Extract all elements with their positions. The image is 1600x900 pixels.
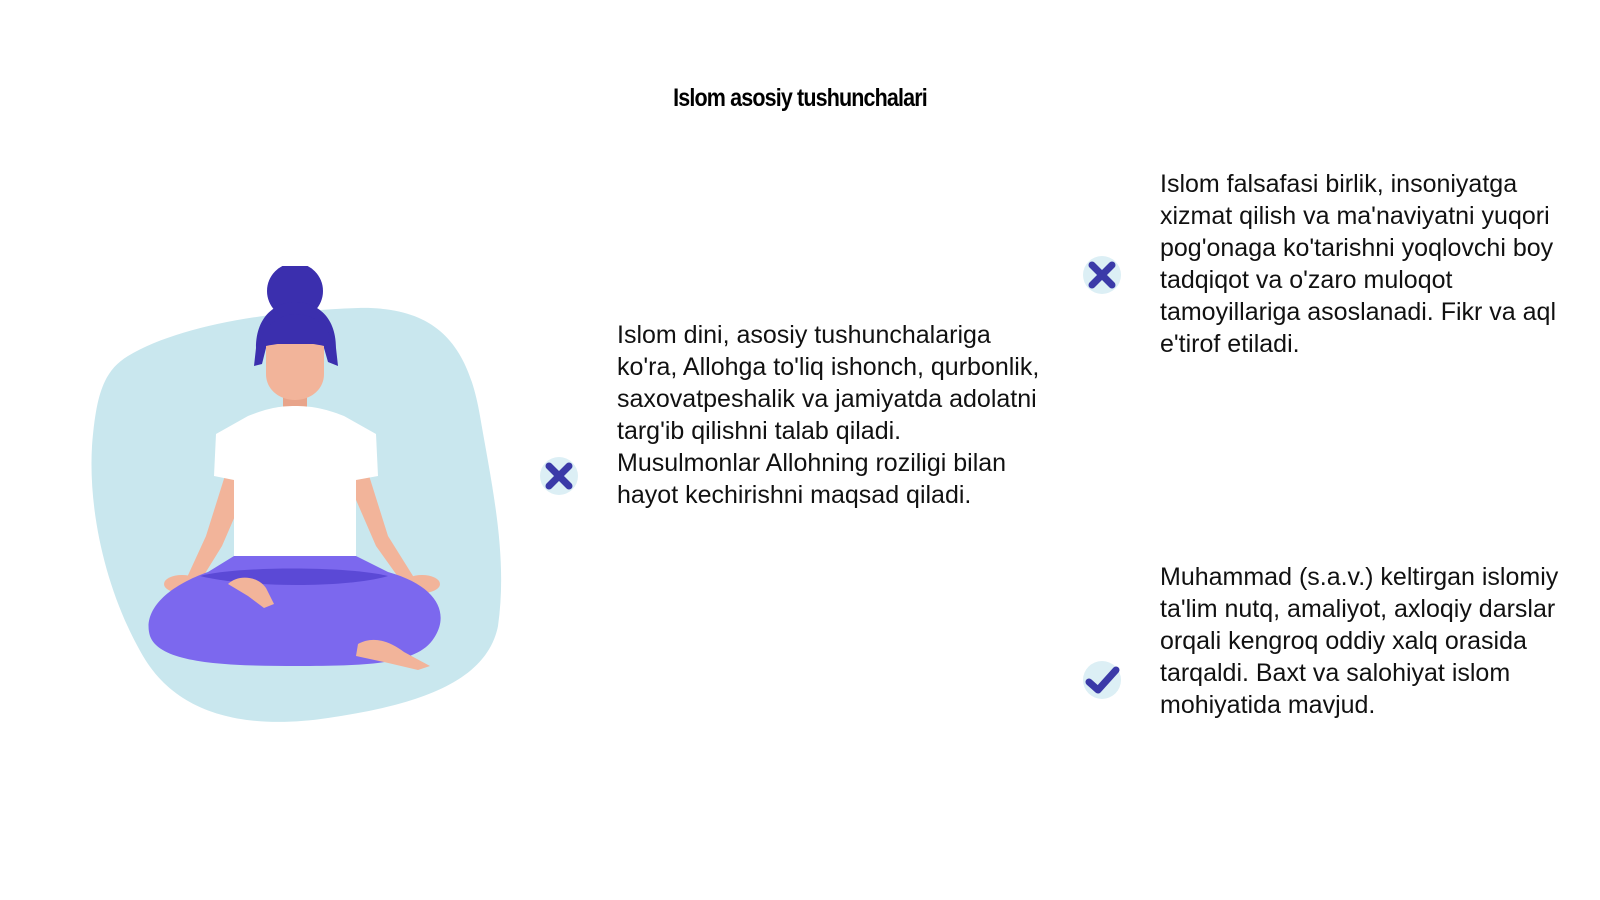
point-text-2: Islom falsafasi birlik, insoniyatga xizmat qilish va ma'naviyatni yuqori pog'onaga ko'tarishni yoqlovchi boy tadqiqot va o'zaro muloqot tamoyillariga asoslanadi. Fikr va aql e'tirof etiladi.: [1160, 170, 1557, 358]
cross-icon: [535, 452, 583, 500]
point-text-1: Islom dini, asosiy tushunchalariga ko'ra, Allohga to'liq ishonch, qurbonlik, saxovatpeshalik va jamiyatda adolatni targ'ib qilishni talab qiladi. Musulmonlar Allohning roziligi bilan hayot kechirishni maqsad qiladi.: [617, 321, 1040, 509]
point-text-3: Muhammad (s.a.v.) keltirgan islomiy ta'lim nutq, amaliyot, axloqiy darslar orqali kengroq oddiy xalq orasida tarqaldi. Baxt va salohiyat islom mohiyatida mavjud.: [1160, 563, 1559, 719]
face: [266, 344, 324, 400]
shirt: [214, 406, 378, 558]
slide-title: Islom asosiy tushunchalari: [673, 84, 927, 112]
check-icon: [1078, 656, 1126, 704]
meditating-person-illustration: [88, 266, 518, 736]
cross-icon: [1078, 251, 1126, 299]
